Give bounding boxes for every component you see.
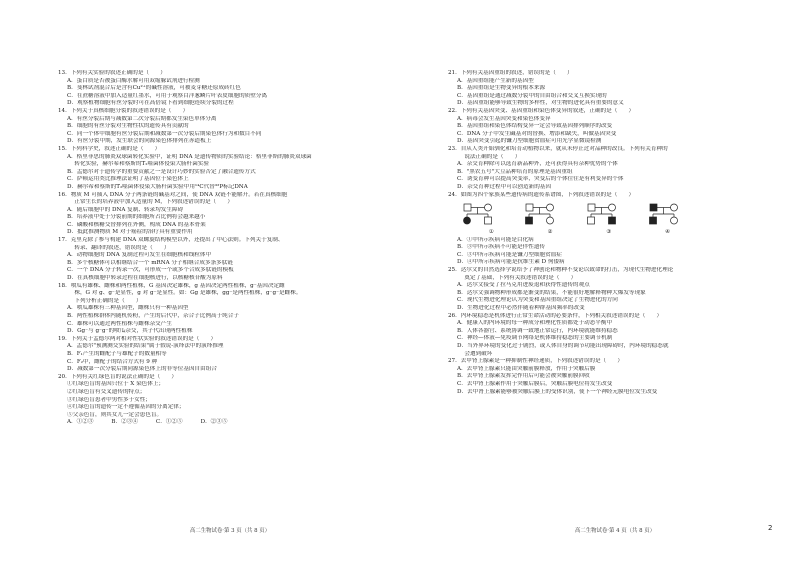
question-option: A．基因重组能产生新的基因型 (457, 77, 534, 84)
question-option: 会遭到破坏 (457, 350, 493, 357)
question-option: B．达尔文强调物种形成都是渐变的结果，不能很好地解释物种大爆发等现象 (457, 289, 646, 296)
question-option: B．两性植株群体内随机传粉，产生的后代中，杂合子比例高于纯合子 (67, 313, 239, 319)
q20-choices (58, 419, 396, 427)
question-option: A．喷瓜雄株有三种基因型，雌株只有一种基因型 (67, 305, 189, 312)
question-option: C．神经—体液—免疫调节网络是机体维持稳态的主要调节机制 (457, 335, 613, 342)
questions-24-27 (448, 237, 786, 396)
question-option: ⑤父亲色盲，则其女儿一定会患色盲。 (67, 411, 163, 418)
question-option: B．③中所示疾病不可能是伴性遗传 (457, 244, 546, 251)
pedigree-label: ① (488, 229, 494, 236)
pedigree-1 (464, 204, 492, 224)
question-option: B．F₁产生的雌配子与雄配子的数量相等 (67, 350, 167, 357)
question-option: A．孟德尔"预测测交实验的结果"属于假说-演绎法中的演绎推理 (67, 343, 224, 350)
question (58, 283, 396, 336)
question-option: A．杂交育种除可以选育新品种外，还可获得具有杂种优势的个体 (457, 161, 618, 168)
question-option: ③红绿色盲患者中男性多于女性； (67, 396, 151, 403)
pedigree-4 (650, 204, 678, 224)
page-number: 2 (768, 524, 773, 532)
question-option: B．斐林试剂混合后是含有Cu²⁺的碱性溶液，可被麦芽糖还原成砖红色 (67, 85, 241, 92)
question-option: C．诱变育种可以提高突变率，突变后的个体往往是有利变异的个体 (457, 176, 624, 183)
question-option: C．现代生物进化理论认为突变和基因重组决定了生物进化的方向 (457, 297, 618, 304)
question-stem: 17．克里克除了参与构建 DNA 双螺旋结构模型以外，还提出了中心法则。下列关于复制、 (58, 237, 284, 244)
question-option: D．去甲肾上腺素能够被突触后膜上的受体识别，使下一个神经元膜电位发生改变 (457, 388, 658, 395)
question-option: ②红绿色盲有交叉遗传的特点； (67, 388, 146, 395)
question-stem: 25．达尔文的自然选择学说给予了神创论和物种不变论以致命的打击，为现代生物进化理论 (448, 267, 674, 274)
pedigree-2 (526, 204, 554, 224)
question-stem: 24．如图为四个家族某些遗传病的遗传系谱图，下列叙述错误的是（ ） (448, 191, 635, 198)
question-stem: 13．下列有关实验的叙述正确的是（ ） (58, 70, 166, 76)
question-option: B．去甲肾上腺素发挥完作用后可能会被突触前膜回收 (457, 373, 590, 380)
question (58, 108, 396, 146)
question-option: 转化实验，赫尔希和蔡斯的T₂噬菌体侵染大肠杆菌实验 (67, 161, 210, 168)
question-stem: 26．内环境稳态是机体进行正常生命活动的必要条件，下列相关叙述错误的是（ ） (448, 312, 663, 319)
choice: A．①②③ (67, 419, 94, 426)
question-option: ①红绿色盲的基因只位于 X 染色体上； (67, 381, 165, 388)
question-option: D．杂交育种过程中可以创造新的基因 (457, 183, 551, 190)
question-option: A．格里菲思的肺炎双球菌转化实验中，证明 DNA 是遗传物质的实验结论：格里菲斯的肺炎双球菌 (67, 153, 312, 160)
question-option: A．达尔文接受了拉马克用进废退和获得性遗传的观点 (457, 282, 590, 289)
question-option: B．细胞的有丝分裂对生物性状的遗传具有贡献的 (67, 123, 189, 130)
question-stem: 19．下列关于孟德尔两对相对性状实验的叙述错误的是（ ） (58, 335, 217, 342)
question (58, 237, 396, 283)
question (448, 70, 786, 108)
question-stem: 20．下列有关红绿色盲的说法正确的是（ ） (58, 373, 177, 380)
question-option: C．去甲肾上腺素作用于突触后膜后，突触后膜电位将发生改变 (457, 380, 613, 387)
question-stem: 14．下列关于真核细胞分裂的叙述错误的是（ ） (58, 107, 189, 114)
question-option: B．人体各器官、系统协调一致地正常运行，内环境就能维持稳态 (457, 327, 618, 334)
question-option: C．DNA 分子中发生碱基对的替换、增添和缺失，叫做基因突变 (457, 130, 617, 137)
question-option: D．Gg⁻与 g⁻g⁻的喷瓜杂交，其子代出现两性植株 (67, 328, 193, 335)
question-option: D．基因重组能够导致生物的多样性，对生物的进化具有重要的意义 (457, 100, 624, 107)
question-option: D．生物进化过程中必然伴随着种群基因频率的改变 (457, 305, 585, 312)
question (58, 70, 396, 108)
question-option: B．"黑农五号"大豆品种培育的原理是基因重组 (457, 168, 573, 175)
page-footer-left: 高二生物试卷·第 3 页（共 8 页） (189, 528, 271, 534)
question-option: 转录、翻译的叙述，错误的是（ ） (67, 244, 170, 251)
question (448, 313, 786, 359)
question (58, 336, 396, 374)
question-option: 株，G 对 g、g⁻是显性，g 对 g⁻是显性。如：Gg 是雄株，gg⁻是两性植株，g⁻g⁻是雌株。 (67, 290, 302, 297)
question-option: D．减数第一次分裂后期同源染色体上的非等位基因自由组合 (67, 366, 217, 373)
question-option: D．在真核细胞中转录过程在细胞核进行，以核糖核苷酸为原料 (67, 275, 223, 282)
question-stem: 18．喷瓜有雄株、雌株和两性植株，G 基因决定雄株，g 基因决定两性植株，g⁻基因决定雌 (58, 282, 285, 289)
question-option: B．基因重组和染色体结构变异一定会导致基因排列顺序的改变 (457, 123, 613, 130)
question (448, 237, 786, 267)
question-option: C．在蔗糖溶液中加入适量红墨水，可用于观察白洋葱鳞片叶表皮细胞的质壁分离 (67, 92, 268, 99)
pedigree-label: ② (547, 229, 553, 236)
question-option: D．当外界环境的变化过于剧烈，或人体自身的调节功能出现障碍时，内环境的稳态就 (457, 343, 669, 349)
question-stem: 21．下列有关基因重组的叙述，错误的是（ ） (448, 70, 573, 76)
choice: B．②③④ (111, 419, 138, 426)
question-stem: 22．下列有关基因突变、基因重组和染色体变异的叙述，正确的是（ ） (448, 107, 635, 114)
questions-21-24 (448, 70, 786, 199)
question-stem: 16．物质 M 可插入 DNA 分子两条链的碱基对之间，使 DNA 双链不能解开。若在真核细胞 (58, 191, 288, 198)
question (448, 192, 786, 200)
question-option: A．蛋白质是否被蛋白酶水解可用双缩脲试剂进行检测 (67, 77, 200, 84)
page-footer-right: 高二生物试卷·第 4 页（共 8 页） (574, 528, 656, 534)
question-option: A．有丝分裂后期与减数第二次分裂后期都发生染色单体分离 (67, 115, 217, 122)
question-option: D．抵此推测物质 M 对于癌症的治疗具有重要作用 (67, 229, 193, 236)
right-column (448, 70, 786, 396)
pedigree-chart (462, 202, 712, 226)
question-stem: 27．去甲肾上腺素是一种抑制性神经递质，下列叙述错误的是（ ） (448, 358, 623, 365)
question (448, 358, 786, 396)
question (58, 192, 396, 238)
pedigree-label: ④ (665, 229, 671, 236)
question-option: C．F₂中，雌配子的结合方式有 9 种 (67, 358, 158, 365)
question-option: C．③中所示疾病可能是镰刀型细胞贫血症 (457, 251, 562, 258)
question (448, 267, 786, 313)
question (58, 146, 396, 192)
question-option: B．培养液中处于分裂前期的细胞所占比例将会越来越小 (67, 214, 206, 221)
question-option: C．萨顿运用类比推理法证明了基因位于染色体上 (67, 176, 189, 183)
pedigree-label: ③ (606, 229, 612, 236)
question-option: C．雄株可以通过两性植株与雌株杂交产生 (67, 320, 172, 327)
pedigree-3 (588, 204, 616, 224)
question (448, 146, 786, 192)
question-option: 奠定了基础，下列有关叙述错误的是（ ） (457, 274, 577, 281)
question-option: C．磷酸和核糖交替排列在外侧，构成 DNA 的基本骨架 (67, 221, 206, 228)
question-option: C．基因重组是通过减数分裂中的自由组合和交叉互换实现的 (457, 92, 607, 99)
question-option: B．孟德尔对于遗传学的重要贡献之一是设计巧妙的实验否定了融合遗传方式 (67, 168, 256, 175)
choice: D．②③⑤ (200, 419, 228, 426)
question-option: C．一个 DNA 分子转录一次，可形成一个或多个合成多肽链的模板 (67, 267, 234, 274)
question-option: D．④中所示疾病可能是抗维生素 D 佝偻病 (457, 259, 565, 266)
question-option: B．基因重组是生物变异的根本来源 (457, 85, 546, 92)
pedigree-labels (462, 229, 697, 237)
question (58, 374, 396, 420)
question (448, 108, 786, 146)
question-stem: 23．自从人类开始驯化和培育动植物以来，就从未停止过对品种的改良。下列有关育种的 (448, 145, 668, 152)
question-option: 正常生长的培养液中加入适量的 M，下列叙述错误的是（ ） (67, 199, 233, 206)
question-option: A．健康人的内环境的每一种成分和理化性质都处于动态平衡中 (457, 320, 613, 327)
question-option: A．随后细胞中的 DNA 复制、转录均发生障碍 (67, 206, 184, 213)
question-option: D．赫尔希和蔡斯的T₂噬菌体侵染大肠杆菌实验中用¹⁴C代替³²P标记DNA (67, 183, 248, 190)
question-option: A．病毒会发生基因突变和染色体变异 (457, 115, 551, 122)
question-option: ④红绿色盲的遗传一定不遵循基因的分离定律； (67, 404, 185, 411)
left-column (58, 70, 396, 427)
question-option: 下列分析正确的是（ ） (67, 297, 142, 304)
question-option: D．有丝分裂中期，发生联会的同源染色体排列在赤道板上 (67, 138, 212, 145)
question-option: 说法正确的是（ ） (457, 153, 521, 160)
question-option: B．多个核糖体可以相继结合一个 mRNA 分子相继合成多条多肽链 (67, 259, 233, 266)
question-stem: 15．下列科学史，叙述正确的是（ ） (58, 145, 161, 152)
choice: C．①②⑤ (155, 419, 183, 426)
question-option: D．基因突变引起的镰刀型细胞贫血症可用光学显微镜检测 (457, 138, 602, 145)
question-option: A．①中所示疾病可能是白化病 (457, 236, 534, 243)
question-option: C．同一个体中细胞有丝分裂后期和减数第一次分裂后期染色体行为和数目不同 (67, 130, 262, 137)
question-option: A．动物细胞的 DNA 复制过程可发生在细胞核和线粒体中 (67, 252, 212, 259)
question-option: D．观察植物细胞有丝分裂时可在高倍镜下看到细胞连续分裂的过程 (67, 100, 234, 107)
question-option: A．去甲肾上腺素只能由突触前膜释放，作用于突触后膜 (457, 365, 596, 372)
